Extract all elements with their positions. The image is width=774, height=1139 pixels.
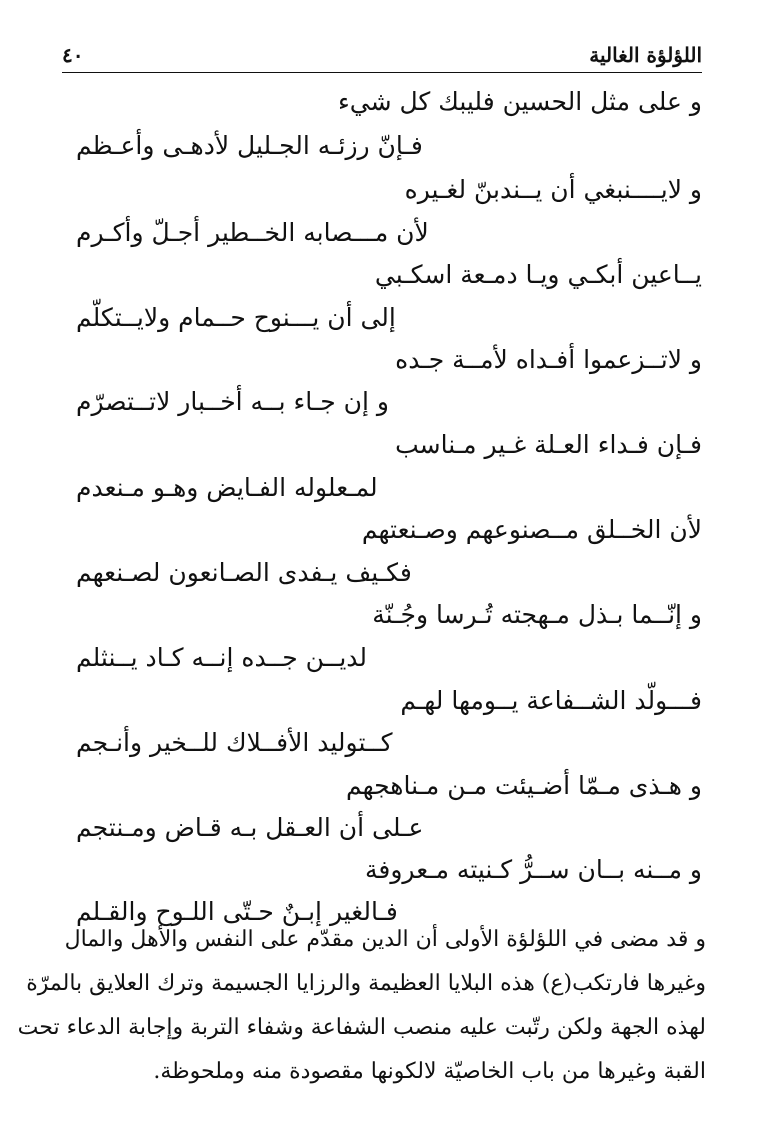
page-number: ٤٠ <box>62 43 84 67</box>
verse-line: لديــن جــده إنــه كـاد يــنثلم <box>76 643 368 672</box>
verse-line: فـالغير إبـنٌ حـتّى اللـوح والقـلم <box>76 897 398 926</box>
verse-line: فكـيف يـفدى الصـانعون لصـنعهم <box>76 558 412 587</box>
verse-line: و إن جـاء بــه أخــبار لاتــتصرّم <box>76 387 389 416</box>
verse-line: فـإنّ رزئـه الجـليل لأدهـى وأعـظم <box>76 131 423 160</box>
verse-line: لأن مـــصابه الخــطير أجـلّ وأكـرم <box>76 218 429 247</box>
verse-line: و هـذى مـمّا أضـيئت مـن مـناهجهم <box>345 771 702 800</box>
verse-line: و إنّــما بـذل مـهجته تُـرسا وجُـنّة <box>372 600 702 629</box>
verse-line: لمـعلوله الفـايض وهـو مـنعدم <box>76 473 378 502</box>
verse-line: كــتوليد الأفــلاك للــخير وأنـجم <box>76 728 393 757</box>
prose-line: وغيرها فارتكب(ع) هذه البلايا العظيمة والرزايا الجسيمة وترك العلايق بالمرّة <box>26 971 706 996</box>
verse-line: و لاتــزعموا أفـداه لأمــة جـده <box>395 345 702 374</box>
prose-line: و قد مضى في اللؤلؤة الأولى أن الدين مقدّم على النفس والأهل والمال <box>64 927 706 952</box>
book-title: اللؤلؤة الغالية <box>589 43 702 67</box>
prose-line: القبة وغيرها من باب الخاصيّة لالكونها مقصودة منه وملحوظة. <box>153 1059 706 1084</box>
header-divider <box>62 72 702 73</box>
verse-line: لأن الخــلق مــصنوعهم وصـنعتهم <box>361 515 702 544</box>
verse-line: و على مثل الحسين فليبك كل شيء <box>338 87 702 116</box>
prose-paragraph <box>17 918 706 1094</box>
verse-line: عـلى أن العـقل بـه قـاض ومـنتجم <box>76 813 424 842</box>
verse-line: يــاعين أبكـي ويـا دمـعة اسكـبي <box>374 260 702 289</box>
page-header <box>62 42 702 68</box>
prose-line: لهذه الجهة ولكن رتّبت عليه منصب الشفاعة وشفاء التربة وإجابة الدعاء تحت <box>17 1015 706 1040</box>
verse-line: فـــولّد الشــفاعة يــومها لهـم <box>400 686 702 715</box>
verse-line: و لايــــنبغي أن يــندبنّ لغـيره <box>404 175 702 204</box>
verse-line: إلى أن يـــنوح حــمام ولايــتكلّم <box>76 303 396 332</box>
verse-line: و مــنه بــان ســرُّ كـنيته مـعروفة <box>364 855 702 884</box>
verse-line: فـإن فـداء العـلة غـير مـناسب <box>395 430 702 459</box>
